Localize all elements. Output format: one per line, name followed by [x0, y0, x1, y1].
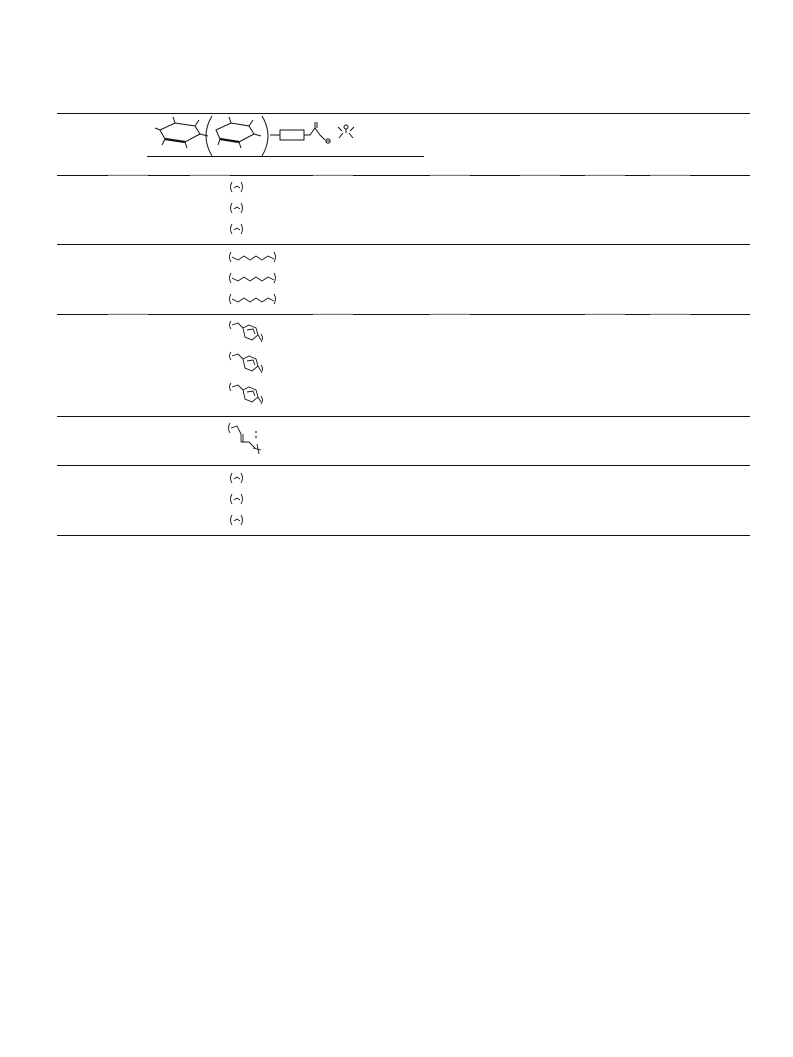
group-divider-rule — [57, 244, 750, 245]
short-chain-structure-icon — [229, 223, 245, 235]
benzyl-ring-structure-icon — [228, 320, 268, 346]
zigzag-chain-structure-icon — [228, 293, 278, 305]
short-chain-structure-icon — [229, 472, 245, 484]
benzyl-ring-structure-icon — [228, 382, 268, 408]
zigzag-chain-structure-icon — [228, 272, 278, 284]
group-divider-rule — [57, 314, 750, 315]
branched-chain-structure-icon — [227, 422, 271, 456]
short-chain-structure-icon — [229, 514, 245, 526]
short-chain-structure-icon — [229, 493, 245, 505]
group-divider-rule — [57, 416, 750, 417]
benzyl-ring-structure-icon — [228, 351, 268, 377]
table-bottom-rule — [57, 535, 750, 536]
group-divider-rule — [57, 465, 750, 466]
header-bottom-rule — [57, 175, 750, 176]
short-chain-structure-icon — [229, 202, 245, 214]
short-chain-structure-icon — [229, 181, 245, 193]
header-underline — [147, 156, 424, 157]
zigzag-chain-structure-icon — [228, 251, 278, 263]
